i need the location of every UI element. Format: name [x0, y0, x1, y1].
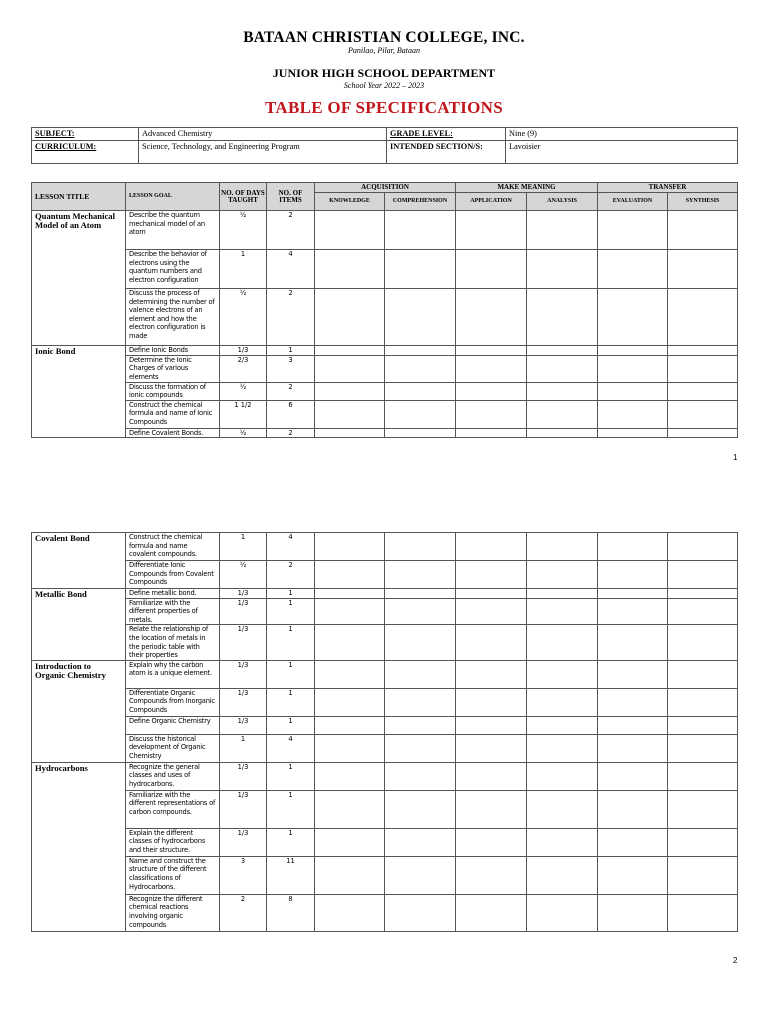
department-name: JUNIOR HIGH SCHOOL DEPARTMENT: [272, 66, 496, 80]
empty-cell: [315, 828, 385, 856]
empty-cell: [598, 346, 668, 356]
empty-cell: [527, 346, 598, 356]
empty-cell: [668, 250, 738, 289]
table-row: [32, 598, 738, 625]
subject-info-table: [31, 127, 738, 164]
empty-cell: [456, 790, 527, 828]
items-cell: 4: [267, 734, 315, 762]
days-taught-cell: 1/3: [220, 589, 267, 599]
days-taught-cell: 1/3: [220, 688, 267, 716]
empty-cell: [668, 688, 738, 716]
empty-cell: [385, 289, 456, 346]
empty-cell: [456, 533, 527, 561]
days-taught-cell: ½: [220, 561, 267, 589]
empty-cell: [315, 250, 385, 289]
specifications-table-page-2: [31, 532, 738, 932]
empty-cell: [456, 688, 527, 716]
empty-cell: [527, 211, 598, 250]
days-taught-cell: 1/3: [220, 598, 267, 625]
empty-cell: [385, 790, 456, 828]
empty-cell: [668, 762, 738, 790]
page-number: 1: [733, 453, 738, 462]
days-taught-cell: 1: [220, 250, 267, 289]
empty-cell: [598, 355, 668, 382]
empty-cell: [385, 589, 456, 599]
empty-cell: [385, 400, 456, 428]
lesson-goal-cell: Discuss the formation of ionic compounds: [126, 382, 220, 400]
empty-cell: [315, 894, 385, 931]
empty-cell: [668, 382, 738, 400]
empty-cell: [668, 598, 738, 625]
empty-cell: [385, 734, 456, 762]
empty-cell: [385, 625, 456, 660]
empty-cell: [527, 561, 598, 589]
empty-cell: [598, 598, 668, 625]
empty-cell: [668, 828, 738, 856]
lesson-title-cell: Hydrocarbons: [32, 762, 126, 931]
empty-cell: [456, 894, 527, 931]
lesson-goal-cell: Familiarize with the different representations of carbon compounds.: [126, 790, 220, 828]
empty-cell: [527, 382, 598, 400]
empty-cell: [527, 625, 598, 660]
empty-cell: [456, 716, 527, 734]
table-row: [32, 716, 738, 734]
empty-cell: [456, 289, 527, 346]
empty-cell: [385, 382, 456, 400]
table-row: [32, 561, 738, 589]
empty-cell: [598, 250, 668, 289]
document-title: TABLE OF SPECIFICATIONS: [264, 98, 504, 117]
empty-cell: [456, 561, 527, 589]
empty-cell: [668, 625, 738, 660]
empty-cell: [315, 561, 385, 589]
empty-cell: [527, 734, 598, 762]
intended-section-label: INTENDED SECTION/S:: [387, 141, 506, 164]
lesson-goal-cell: Construct the chemical formula and name covalent compounds.: [126, 533, 220, 561]
table-row: [32, 625, 738, 660]
comprehension-header: COMPREHENSION: [385, 193, 456, 211]
empty-cell: [598, 589, 668, 599]
items-cell: 1: [267, 346, 315, 356]
empty-cell: [385, 561, 456, 589]
empty-cell: [527, 894, 598, 931]
empty-cell: [527, 589, 598, 599]
table-row: [32, 734, 738, 762]
empty-cell: [668, 289, 738, 346]
empty-cell: [598, 734, 668, 762]
empty-cell: [315, 289, 385, 346]
lesson-goal-cell: Define Organic Chemistry: [126, 716, 220, 734]
days-taught-cell: 1: [220, 734, 267, 762]
table-row: [32, 828, 738, 856]
empty-cell: [668, 894, 738, 931]
acquisition-header: ACQUISITION: [315, 183, 456, 193]
lesson-goal-cell: Discuss the historical development of Organic Chemistry: [126, 734, 220, 762]
analysis-header: ANALYSIS: [527, 193, 598, 211]
school-address: Panilao, Pilar, Bataan: [348, 46, 420, 55]
empty-cell: [527, 289, 598, 346]
empty-cell: [385, 533, 456, 561]
empty-cell: [527, 355, 598, 382]
empty-cell: [385, 355, 456, 382]
synthesis-header: SYNTHESIS: [668, 193, 738, 211]
table-row: [32, 894, 738, 931]
lesson-goal-cell: Name and construct the structure of the different classifications of Hydrocarbons.: [126, 856, 220, 894]
empty-cell: [385, 894, 456, 931]
items-cell: 6: [267, 400, 315, 428]
empty-cell: [456, 589, 527, 599]
knowledge-header: KNOWLEDGE: [315, 193, 385, 211]
items-cell: 1: [267, 828, 315, 856]
empty-cell: [385, 250, 456, 289]
empty-cell: [315, 355, 385, 382]
lesson-title-cell: Ionic Bond: [32, 346, 126, 438]
days-taught-cell: 1/3: [220, 346, 267, 356]
empty-cell: [385, 716, 456, 734]
empty-cell: [315, 211, 385, 250]
empty-cell: [527, 762, 598, 790]
lesson-goal-cell: Differentiate Ionic Compounds from Covalent Compounds: [126, 561, 220, 589]
empty-cell: [456, 625, 527, 660]
table-row: [32, 790, 738, 828]
lesson-title-cell: Quantum Mechanical Model of an Atom: [32, 211, 126, 346]
empty-cell: [456, 211, 527, 250]
empty-cell: [668, 355, 738, 382]
empty-cell: [668, 716, 738, 734]
lesson-goal-cell: Recognize the different chemical reactions involving organic compounds: [126, 894, 220, 931]
lesson-title-cell: Metallic Bond: [32, 589, 126, 661]
items-cell: 4: [267, 533, 315, 561]
empty-cell: [598, 428, 668, 438]
lesson-title-cell: Covalent Bond: [32, 533, 126, 589]
empty-cell: [598, 625, 668, 660]
empty-cell: [668, 533, 738, 561]
empty-cell: [315, 688, 385, 716]
empty-cell: [598, 762, 668, 790]
empty-cell: [527, 828, 598, 856]
empty-cell: [527, 856, 598, 894]
empty-cell: [668, 856, 738, 894]
lesson-goal-cell: Explain why the carbon atom is a unique element.: [126, 660, 220, 688]
empty-cell: [456, 856, 527, 894]
empty-cell: [527, 598, 598, 625]
empty-cell: [315, 790, 385, 828]
items-cell: 11: [267, 856, 315, 894]
lesson-goal-cell: Explain the different classes of hydrocarbons and their structure.: [126, 828, 220, 856]
table-row: [32, 355, 738, 382]
empty-cell: [315, 716, 385, 734]
page-2-rows: [32, 533, 738, 932]
days-taught-cell: ½: [220, 289, 267, 346]
school-year: School Year 2022 – 2023: [343, 81, 425, 90]
empty-cell: [315, 382, 385, 400]
empty-cell: [598, 856, 668, 894]
empty-cell: [527, 660, 598, 688]
table-row: [32, 762, 738, 790]
empty-cell: [385, 598, 456, 625]
empty-cell: [598, 716, 668, 734]
intended-section-value: Lavoisier: [506, 141, 738, 164]
days-taught-cell: ½: [220, 428, 267, 438]
days-taught-cell: 1/3: [220, 828, 267, 856]
empty-cell: [668, 346, 738, 356]
empty-cell: [527, 716, 598, 734]
items-cell: 1: [267, 625, 315, 660]
empty-cell: [315, 856, 385, 894]
application-header: APPLICATION: [456, 193, 527, 211]
lesson-goal-cell: Describe the quantum mechanical model of an atom: [126, 211, 220, 250]
lesson-goal-cell: Differentiate Organic Compounds from Inorganic Compounds: [126, 688, 220, 716]
empty-cell: [598, 790, 668, 828]
days-taught-cell: 1/3: [220, 625, 267, 660]
evaluation-header: EVALUATION: [598, 193, 668, 211]
empty-cell: [315, 762, 385, 790]
empty-cell: [598, 289, 668, 346]
empty-cell: [456, 828, 527, 856]
empty-cell: [668, 428, 738, 438]
empty-cell: [527, 688, 598, 716]
table-row: [32, 400, 738, 428]
empty-cell: [385, 828, 456, 856]
days-taught-cell: 1/3: [220, 790, 267, 828]
lesson-goal-cell: Define Ionic Bonds: [126, 346, 220, 356]
table-row: [32, 660, 738, 688]
empty-cell: [315, 400, 385, 428]
empty-cell: [385, 211, 456, 250]
empty-cell: [668, 734, 738, 762]
items-cell: 1: [267, 660, 315, 688]
empty-cell: [456, 734, 527, 762]
empty-cell: [668, 211, 738, 250]
days-taught-cell: 1 1/2: [220, 400, 267, 428]
items-cell: 1: [267, 589, 315, 599]
empty-cell: [456, 598, 527, 625]
lesson-goal-cell: Recognize the general classes and uses of hydrocarbons.: [126, 762, 220, 790]
table-row: [32, 382, 738, 400]
days-taught-header: NO. OF DAYS TAUGHT: [220, 183, 267, 211]
lesson-goal-header: LESSON GOAL: [126, 183, 220, 211]
days-taught-cell: ½: [220, 382, 267, 400]
lesson-goal-cell: Determine the Ionic Charges of various elements: [126, 355, 220, 382]
days-taught-cell: 1/3: [220, 716, 267, 734]
empty-cell: [598, 660, 668, 688]
items-cell: 2: [267, 211, 315, 250]
empty-cell: [456, 660, 527, 688]
empty-cell: [668, 660, 738, 688]
days-taught-cell: ½: [220, 211, 267, 250]
empty-cell: [315, 428, 385, 438]
items-cell: 1: [267, 762, 315, 790]
empty-cell: [456, 400, 527, 428]
table-row: [32, 289, 738, 346]
grade-level-value: Nine (9): [506, 128, 738, 141]
table-row: [32, 250, 738, 289]
grade-level-label: GRADE LEVEL:: [387, 128, 506, 141]
days-taught-cell: 2: [220, 894, 267, 931]
items-cell: 4: [267, 250, 315, 289]
lesson-goal-cell: Familiarize with the different properties of metals.: [126, 598, 220, 625]
empty-cell: [456, 382, 527, 400]
empty-cell: [668, 400, 738, 428]
items-cell: 3: [267, 355, 315, 382]
items-header: NO. OF ITEMS: [267, 183, 315, 211]
page-1-rows: [32, 211, 738, 438]
items-cell: 2: [267, 382, 315, 400]
table-row: [32, 428, 738, 438]
days-taught-cell: 1/3: [220, 660, 267, 688]
empty-cell: [315, 533, 385, 561]
days-taught-cell: 2/3: [220, 355, 267, 382]
empty-cell: [527, 790, 598, 828]
items-cell: 1: [267, 716, 315, 734]
empty-cell: [668, 589, 738, 599]
empty-cell: [456, 355, 527, 382]
lesson-title-cell: Introduction to Organic Chemistry: [32, 660, 126, 762]
items-cell: 1: [267, 688, 315, 716]
days-taught-cell: 1/3: [220, 762, 267, 790]
empty-cell: [315, 598, 385, 625]
empty-cell: [598, 561, 668, 589]
curriculum-value: Science, Technology, and Engineering Program: [139, 141, 387, 164]
table-row: [32, 533, 738, 561]
empty-cell: [598, 400, 668, 428]
empty-cell: [385, 762, 456, 790]
table-row: [32, 856, 738, 894]
empty-cell: [385, 660, 456, 688]
items-cell: 1: [267, 790, 315, 828]
empty-cell: [598, 688, 668, 716]
lesson-goal-cell: Discuss the process of determining the number of valence electrons of an element and how the electron configuration is made: [126, 289, 220, 346]
empty-cell: [385, 688, 456, 716]
school-name: BATAAN CHRISTIAN COLLEGE, INC.: [243, 29, 525, 46]
table-row: [32, 211, 738, 250]
lesson-goal-cell: Define metallic bond.: [126, 589, 220, 599]
lesson-goal-cell: Describe the behavior of electrons using the quantum numbers and electron configuration: [126, 250, 220, 289]
empty-cell: [456, 428, 527, 438]
empty-cell: [385, 428, 456, 438]
items-cell: 8: [267, 894, 315, 931]
empty-cell: [385, 856, 456, 894]
empty-cell: [527, 428, 598, 438]
empty-cell: [527, 250, 598, 289]
empty-cell: [527, 533, 598, 561]
table-row: [32, 589, 738, 599]
empty-cell: [456, 250, 527, 289]
subject-label: SUBJECT:: [32, 128, 139, 141]
empty-cell: [527, 400, 598, 428]
empty-cell: [668, 561, 738, 589]
empty-cell: [598, 533, 668, 561]
empty-cell: [456, 346, 527, 356]
empty-cell: [315, 589, 385, 599]
page-number: 2: [733, 956, 738, 965]
empty-cell: [385, 346, 456, 356]
transfer-header: TRANSFER: [598, 183, 738, 193]
lesson-goal-cell: Construct the chemical formula and name of Ionic Compounds: [126, 400, 220, 428]
empty-cell: [315, 660, 385, 688]
days-taught-cell: 1: [220, 533, 267, 561]
items-cell: 1: [267, 598, 315, 625]
items-cell: 2: [267, 428, 315, 438]
empty-cell: [315, 734, 385, 762]
specifications-table-page-1: [31, 182, 738, 438]
empty-cell: [315, 625, 385, 660]
make-meaning-header: MAKE MEANING: [456, 183, 598, 193]
empty-cell: [668, 790, 738, 828]
empty-cell: [456, 762, 527, 790]
empty-cell: [598, 828, 668, 856]
empty-cell: [598, 211, 668, 250]
lesson-goal-cell: Relate the relationship of the location of metals in the periodic table with their properties: [126, 625, 220, 660]
days-taught-cell: 3: [220, 856, 267, 894]
empty-cell: [598, 894, 668, 931]
subject-value: Advanced Chemistry: [139, 128, 387, 141]
curriculum-label: CURRICULUM:: [32, 141, 139, 164]
lesson-goal-cell: Define Covalent Bonds.: [126, 428, 220, 438]
empty-cell: [598, 382, 668, 400]
items-cell: 2: [267, 289, 315, 346]
items-cell: 2: [267, 561, 315, 589]
table-row: [32, 346, 738, 356]
lesson-title-header: LESSON TITLE: [32, 183, 126, 211]
table-row: [32, 688, 738, 716]
empty-cell: [315, 346, 385, 356]
